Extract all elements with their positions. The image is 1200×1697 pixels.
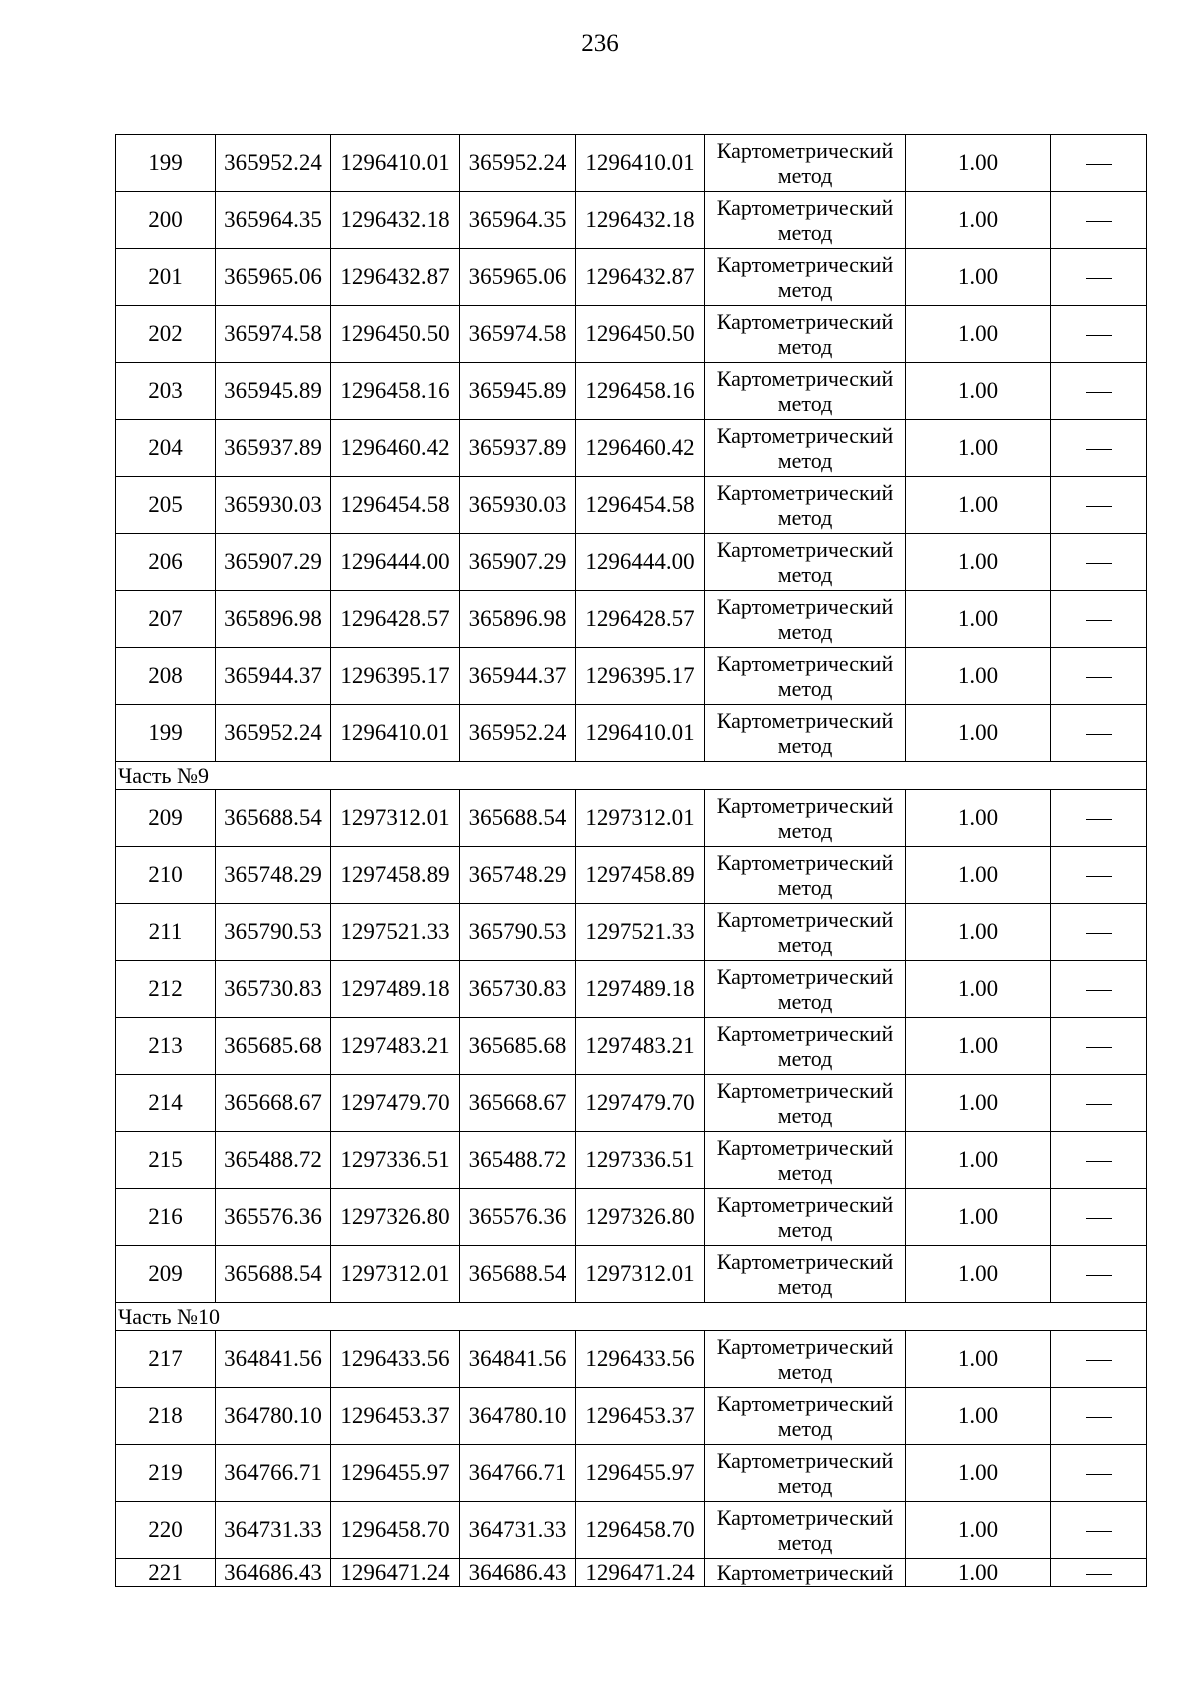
section-label: Часть №10 (116, 1303, 1147, 1331)
cell-description (1051, 1388, 1147, 1445)
cell-n: 215 (116, 1132, 216, 1189)
cell-method: Картометрический метод (705, 249, 906, 306)
table-row (116, 847, 1147, 904)
cell-description (1051, 1445, 1147, 1502)
cell-n: 209 (116, 790, 216, 847)
cell-method: Картометрический метод (705, 135, 906, 192)
cell-accuracy: 1.00 (906, 306, 1051, 363)
cell-x2: 365488.72 (460, 1132, 576, 1189)
cell-x1: 364766.71 (216, 1445, 331, 1502)
cell-description (1051, 904, 1147, 961)
cell-y1: 1297458.89 (331, 847, 460, 904)
cell-method: Картометрический метод (705, 420, 906, 477)
cell-x2: 365907.29 (460, 534, 576, 591)
cell-x2: 365685.68 (460, 1018, 576, 1075)
cell-method: Картометрический метод (705, 1388, 906, 1445)
cell-y1: 1297312.01 (331, 1246, 460, 1303)
cell-n: 205 (116, 477, 216, 534)
table-row (116, 790, 1147, 847)
table-row (116, 1018, 1147, 1075)
cell-x2: 365930.03 (460, 477, 576, 534)
dash-mark (1086, 1275, 1112, 1276)
cell-n: 219 (116, 1445, 216, 1502)
cell-x1: 365952.24 (216, 705, 331, 762)
cell-y1: 1296395.17 (331, 648, 460, 705)
cell-y2: 1296432.87 (576, 249, 705, 306)
cell-x1: 365952.24 (216, 135, 331, 192)
cell-x1: 364686.43 (216, 1559, 331, 1587)
dash-mark (1086, 1417, 1112, 1418)
cell-x2: 365896.98 (460, 591, 576, 648)
cell-description (1051, 1132, 1147, 1189)
cell-method: Картометрический метод (705, 847, 906, 904)
cell-y1: 1296454.58 (331, 477, 460, 534)
dash-mark (1086, 876, 1112, 877)
cell-x2: 365668.67 (460, 1075, 576, 1132)
cell-x2: 365952.24 (460, 135, 576, 192)
cell-x1: 365688.54 (216, 1246, 331, 1303)
table-row (116, 135, 1147, 192)
cell-y1: 1296458.16 (331, 363, 460, 420)
cell-x1: 364841.56 (216, 1331, 331, 1388)
table-row (116, 1388, 1147, 1445)
cell-x2: 364731.33 (460, 1502, 576, 1559)
cell-description (1051, 477, 1147, 534)
cell-accuracy: 1.00 (906, 477, 1051, 534)
coordinates-table (115, 134, 1147, 1587)
dash-mark (1086, 819, 1112, 820)
cell-method: Картометрический метод (705, 1246, 906, 1303)
section-header-row (116, 1303, 1147, 1331)
dash-mark (1086, 933, 1112, 934)
cell-y2: 1297326.80 (576, 1189, 705, 1246)
cell-x2: 365965.06 (460, 249, 576, 306)
cell-method: Картометрический метод (705, 534, 906, 591)
cell-method: Картометрический метод (705, 1132, 906, 1189)
cell-accuracy: 1.00 (906, 904, 1051, 961)
cell-accuracy: 1.00 (906, 1331, 1051, 1388)
dash-mark (1086, 1218, 1112, 1219)
cell-y2: 1297489.18 (576, 961, 705, 1018)
cell-y2: 1296410.01 (576, 135, 705, 192)
cell-accuracy: 1.00 (906, 192, 1051, 249)
cell-n: 207 (116, 591, 216, 648)
cell-accuracy: 1.00 (906, 591, 1051, 648)
cell-y2: 1296395.17 (576, 648, 705, 705)
cell-accuracy: 1.00 (906, 790, 1051, 847)
cell-method: Картометрический метод (705, 1018, 906, 1075)
cell-accuracy: 1.00 (906, 135, 1051, 192)
cell-x1: 365937.89 (216, 420, 331, 477)
cell-y2: 1296428.57 (576, 591, 705, 648)
cell-x1: 365930.03 (216, 477, 331, 534)
cell-description (1051, 961, 1147, 1018)
cell-y1: 1296432.18 (331, 192, 460, 249)
cell-y2: 1296458.16 (576, 363, 705, 420)
cell-n: 213 (116, 1018, 216, 1075)
cell-description (1051, 1075, 1147, 1132)
cell-description (1051, 1331, 1147, 1388)
cell-method: Картометрический метод (705, 790, 906, 847)
cell-y2: 1297521.33 (576, 904, 705, 961)
dash-mark (1086, 1360, 1112, 1361)
cell-method: Картометрический метод (705, 1445, 906, 1502)
cell-x1: 365974.58 (216, 306, 331, 363)
cell-n: 211 (116, 904, 216, 961)
cell-y2: 1297312.01 (576, 790, 705, 847)
dash-mark (1086, 1161, 1112, 1162)
cell-x1: 365685.68 (216, 1018, 331, 1075)
cell-method: Картометрический (705, 1559, 906, 1587)
cell-y2: 1296453.37 (576, 1388, 705, 1445)
cell-x2: 365952.24 (460, 705, 576, 762)
table-row (116, 1132, 1147, 1189)
cell-y1: 1297312.01 (331, 790, 460, 847)
dash-mark (1086, 1474, 1112, 1475)
cell-description (1051, 420, 1147, 477)
cell-accuracy: 1.00 (906, 961, 1051, 1018)
cell-accuracy: 1.00 (906, 534, 1051, 591)
cell-description (1051, 591, 1147, 648)
cell-method: Картометрический метод (705, 591, 906, 648)
dash-mark (1086, 278, 1112, 279)
cell-x2: 365576.36 (460, 1189, 576, 1246)
cell-method: Картометрический метод (705, 477, 906, 534)
dash-mark (1086, 990, 1112, 991)
cell-x1: 365790.53 (216, 904, 331, 961)
cell-n: 208 (116, 648, 216, 705)
cell-x2: 365688.54 (460, 790, 576, 847)
cell-accuracy: 1.00 (906, 363, 1051, 420)
cell-description (1051, 1246, 1147, 1303)
cell-x1: 365965.06 (216, 249, 331, 306)
cell-n: 216 (116, 1189, 216, 1246)
cell-y1: 1296460.42 (331, 420, 460, 477)
cell-accuracy: 1.00 (906, 420, 1051, 477)
cell-y1: 1297521.33 (331, 904, 460, 961)
table-row (116, 534, 1147, 591)
cell-n: 209 (116, 1246, 216, 1303)
cell-x2: 365748.29 (460, 847, 576, 904)
cell-method: Картометрический метод (705, 306, 906, 363)
dash-mark (1086, 677, 1112, 678)
cell-x2: 365944.37 (460, 648, 576, 705)
cell-y2: 1296450.50 (576, 306, 705, 363)
cell-x1: 365576.36 (216, 1189, 331, 1246)
dash-mark (1086, 392, 1112, 393)
cell-y1: 1296453.37 (331, 1388, 460, 1445)
cell-x2: 365937.89 (460, 420, 576, 477)
cell-y1: 1296410.01 (331, 135, 460, 192)
cell-n: 203 (116, 363, 216, 420)
dash-mark (1086, 734, 1112, 735)
table-row (116, 961, 1147, 1018)
cell-y1: 1296450.50 (331, 306, 460, 363)
cell-description (1051, 1559, 1147, 1587)
cell-x1: 365668.67 (216, 1075, 331, 1132)
cell-description (1051, 249, 1147, 306)
section-header-row (116, 762, 1147, 790)
cell-method: Картометрический метод (705, 904, 906, 961)
cell-description (1051, 363, 1147, 420)
cell-x1: 365730.83 (216, 961, 331, 1018)
cell-y1: 1296455.97 (331, 1445, 460, 1502)
cell-y1: 1297483.21 (331, 1018, 460, 1075)
cell-n: 201 (116, 249, 216, 306)
cell-n: 206 (116, 534, 216, 591)
cell-description (1051, 135, 1147, 192)
cell-y1: 1297326.80 (331, 1189, 460, 1246)
dash-mark (1086, 563, 1112, 564)
cell-x1: 365944.37 (216, 648, 331, 705)
cell-n: 204 (116, 420, 216, 477)
cell-x2: 364841.56 (460, 1331, 576, 1388)
cell-n: 220 (116, 1502, 216, 1559)
cell-y1: 1296444.00 (331, 534, 460, 591)
cell-y1: 1296410.01 (331, 705, 460, 762)
table-row (116, 648, 1147, 705)
cell-x1: 365488.72 (216, 1132, 331, 1189)
cell-method: Картометрический метод (705, 648, 906, 705)
cell-n: 221 (116, 1559, 216, 1587)
cell-method: Картометрический метод (705, 1189, 906, 1246)
cell-method: Картометрический метод (705, 1075, 906, 1132)
cell-n: 202 (116, 306, 216, 363)
dash-mark (1086, 335, 1112, 336)
cell-x1: 365896.98 (216, 591, 331, 648)
cell-y1: 1296458.70 (331, 1502, 460, 1559)
dash-mark (1086, 506, 1112, 507)
cell-accuracy: 1.00 (906, 249, 1051, 306)
dash-mark (1086, 1574, 1112, 1575)
cell-method: Картометрический метод (705, 192, 906, 249)
cell-y2: 1297458.89 (576, 847, 705, 904)
cell-x2: 364766.71 (460, 1445, 576, 1502)
table-body (116, 135, 1147, 1587)
cell-y2: 1296410.01 (576, 705, 705, 762)
cell-y2: 1297483.21 (576, 1018, 705, 1075)
cell-n: 212 (116, 961, 216, 1018)
cell-method: Картометрический метод (705, 705, 906, 762)
cell-description (1051, 1189, 1147, 1246)
cell-accuracy: 1.00 (906, 1018, 1051, 1075)
cell-x2: 364686.43 (460, 1559, 576, 1587)
cell-n: 200 (116, 192, 216, 249)
table-row (116, 477, 1147, 534)
table-row (116, 1559, 1147, 1587)
cell-description (1051, 1502, 1147, 1559)
cell-y1: 1296471.24 (331, 1559, 460, 1587)
cell-y2: 1296460.42 (576, 420, 705, 477)
table-row (116, 1246, 1147, 1303)
cell-y2: 1297336.51 (576, 1132, 705, 1189)
cell-y2: 1297312.01 (576, 1246, 705, 1303)
cell-n: 218 (116, 1388, 216, 1445)
dash-mark (1086, 620, 1112, 621)
cell-x2: 364780.10 (460, 1388, 576, 1445)
cell-method: Картометрический метод (705, 961, 906, 1018)
cell-method: Картометрический метод (705, 1331, 906, 1388)
cell-accuracy: 1.00 (906, 1246, 1051, 1303)
cell-y2: 1296458.70 (576, 1502, 705, 1559)
cell-accuracy: 1.00 (906, 705, 1051, 762)
cell-x2: 365964.35 (460, 192, 576, 249)
table-row (116, 249, 1147, 306)
cell-accuracy: 1.00 (906, 1132, 1051, 1189)
table-row (116, 705, 1147, 762)
table-row (116, 420, 1147, 477)
cell-x2: 365974.58 (460, 306, 576, 363)
cell-y2: 1296471.24 (576, 1559, 705, 1587)
cell-y1: 1296428.57 (331, 591, 460, 648)
table-row (116, 591, 1147, 648)
cell-description (1051, 648, 1147, 705)
cell-n: 210 (116, 847, 216, 904)
table-row (116, 1502, 1147, 1559)
cell-y2: 1296455.97 (576, 1445, 705, 1502)
dash-mark (1086, 1531, 1112, 1532)
table-row (116, 904, 1147, 961)
cell-y1: 1297489.18 (331, 961, 460, 1018)
cell-accuracy: 1.00 (906, 1388, 1051, 1445)
cell-y1: 1296432.87 (331, 249, 460, 306)
cell-x1: 364731.33 (216, 1502, 331, 1559)
cell-x2: 365730.83 (460, 961, 576, 1018)
table-row (116, 1331, 1147, 1388)
cell-accuracy: 1.00 (906, 648, 1051, 705)
dash-mark (1086, 164, 1112, 165)
section-label: Часть №9 (116, 762, 1147, 790)
cell-description (1051, 1018, 1147, 1075)
dash-mark (1086, 1047, 1112, 1048)
cell-description (1051, 847, 1147, 904)
dash-mark (1086, 449, 1112, 450)
cell-description (1051, 534, 1147, 591)
page-number: 236 (581, 30, 619, 57)
cell-x1: 365945.89 (216, 363, 331, 420)
cell-description (1051, 306, 1147, 363)
cell-n: 199 (116, 705, 216, 762)
cell-n: 217 (116, 1331, 216, 1388)
cell-n: 199 (116, 135, 216, 192)
table-row (116, 192, 1147, 249)
cell-y1: 1296433.56 (331, 1331, 460, 1388)
cell-y2: 1296444.00 (576, 534, 705, 591)
table-row (116, 1075, 1147, 1132)
cell-accuracy: 1.00 (906, 1189, 1051, 1246)
cell-description (1051, 790, 1147, 847)
cell-description (1051, 705, 1147, 762)
cell-y2: 1296454.58 (576, 477, 705, 534)
cell-x2: 365790.53 (460, 904, 576, 961)
cell-n: 214 (116, 1075, 216, 1132)
table-row (116, 306, 1147, 363)
cell-accuracy: 1.00 (906, 1559, 1051, 1587)
cell-method: Картометрический метод (705, 363, 906, 420)
cell-y1: 1297336.51 (331, 1132, 460, 1189)
cell-x1: 365748.29 (216, 847, 331, 904)
cell-y2: 1296433.56 (576, 1331, 705, 1388)
cell-y2: 1296432.18 (576, 192, 705, 249)
table-row (116, 1445, 1147, 1502)
cell-x2: 365945.89 (460, 363, 576, 420)
cell-description (1051, 192, 1147, 249)
cell-x1: 365907.29 (216, 534, 331, 591)
cell-y1: 1297479.70 (331, 1075, 460, 1132)
cell-accuracy: 1.00 (906, 1502, 1051, 1559)
dash-mark (1086, 1104, 1112, 1105)
cell-accuracy: 1.00 (906, 847, 1051, 904)
dash-mark (1086, 221, 1112, 222)
cell-x1: 364780.10 (216, 1388, 331, 1445)
cell-accuracy: 1.00 (906, 1445, 1051, 1502)
cell-method: Картометрический метод (705, 1502, 906, 1559)
cell-x1: 365688.54 (216, 790, 331, 847)
cell-y2: 1297479.70 (576, 1075, 705, 1132)
cell-x2: 365688.54 (460, 1246, 576, 1303)
table-row (116, 363, 1147, 420)
cell-x1: 365964.35 (216, 192, 331, 249)
table-row (116, 1189, 1147, 1246)
cell-accuracy: 1.00 (906, 1075, 1051, 1132)
